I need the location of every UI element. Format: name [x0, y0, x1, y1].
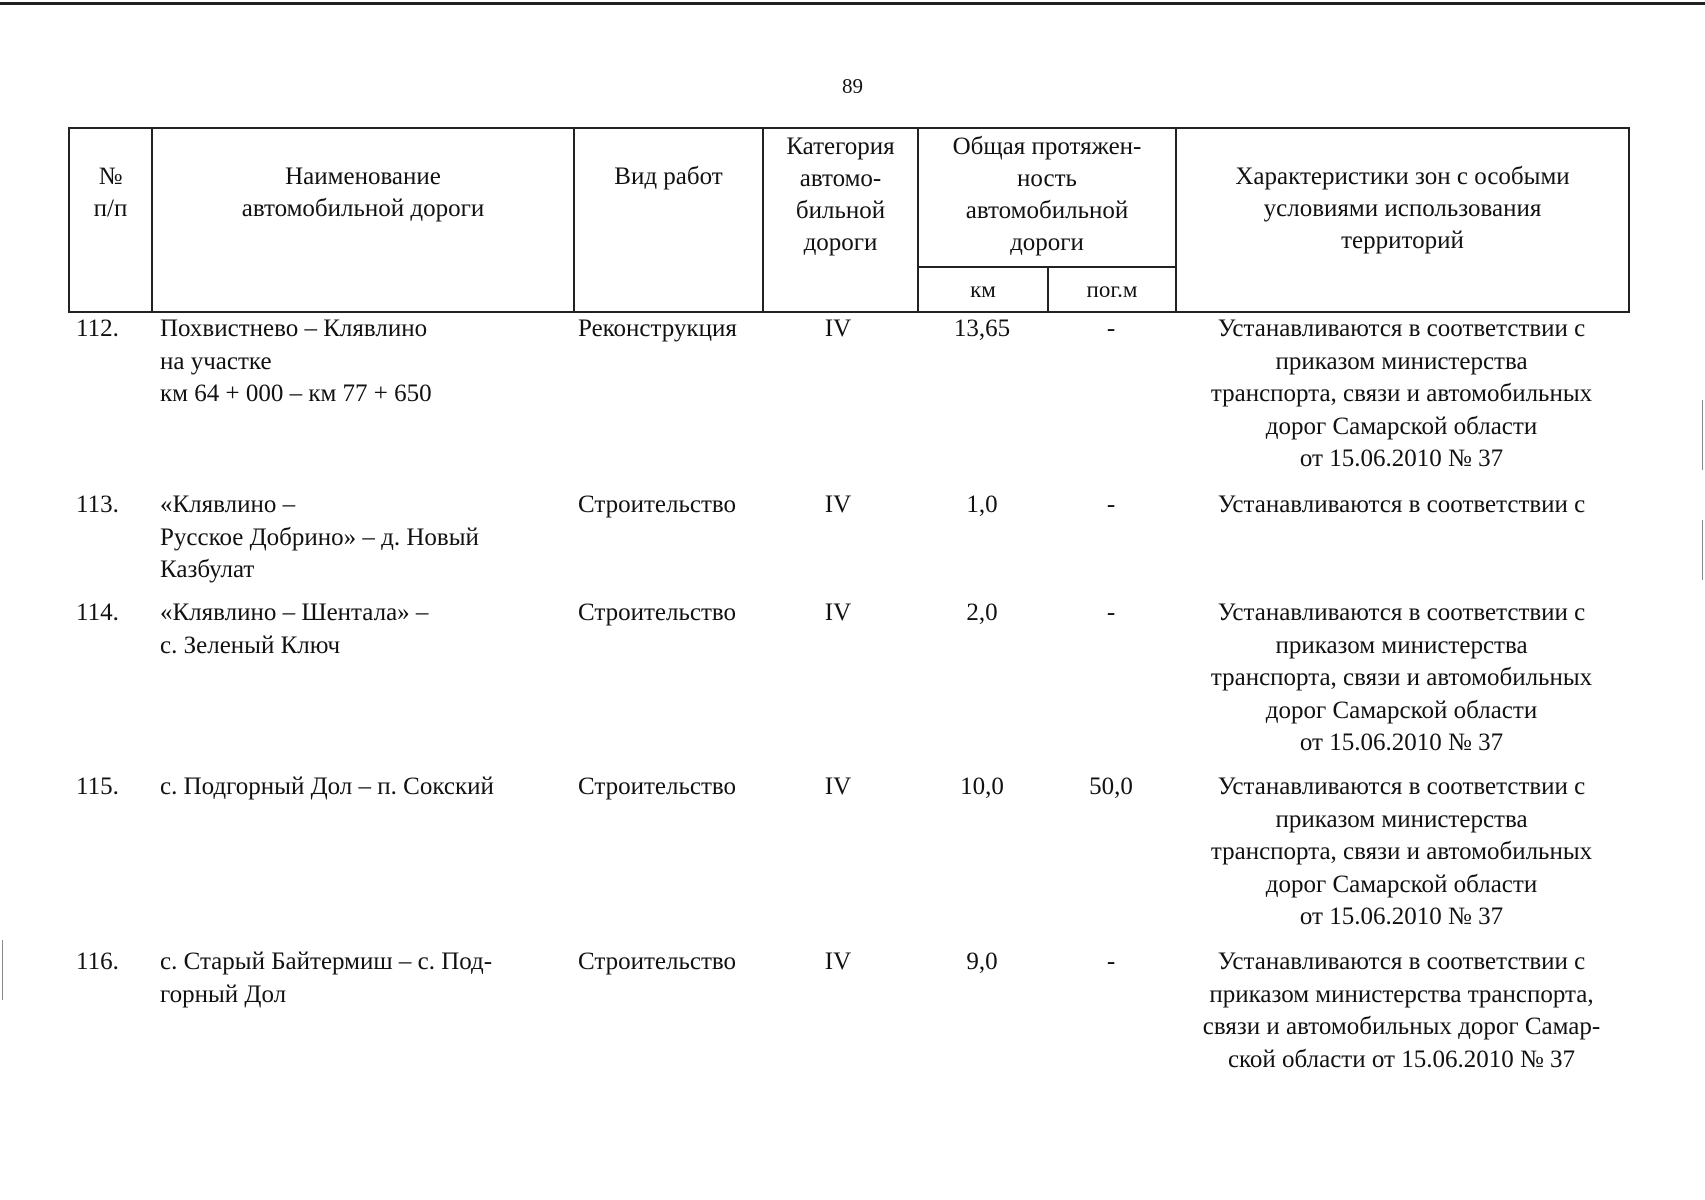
- length-pm: -: [1106, 599, 1116, 626]
- road-name: «Клявлино – Русское Добрино» – д. Новый Казбулат: [160, 491, 479, 583]
- length-pm: 50,0: [1089, 773, 1133, 800]
- header-num: № п/п: [69, 128, 152, 312]
- length-km: 13,65: [953, 315, 1011, 342]
- zone-characteristics: Устанавливаются в соответствии с приказом министерства транспорта, связи и автомобильных дорог Самарской области от 15.06.2010 № 37: [1210, 599, 1593, 756]
- work-type: Строительство: [578, 599, 737, 626]
- work-type: Строительство: [578, 491, 737, 518]
- zone-characteristics: Устанавливаются в соответствии с приказом министерства транспорта, связи и автомобильных дорог Самар- ской области от 15.06.2010 № 37: [1202, 948, 1601, 1073]
- header-work-type: Вид работ: [574, 128, 763, 312]
- scan-margin-mark: [1702, 400, 1703, 470]
- header-zone-characteristics: Характеристики зон с особыми условиями использования территорий: [1176, 128, 1629, 312]
- road-name: «Клявлино – Шентала» – с. Зеленый Ключ: [160, 599, 429, 659]
- road-category: IV: [824, 599, 852, 626]
- road-name: с. Старый Байтермиш – с. Под- горный Дол: [160, 948, 493, 1008]
- road-category: IV: [824, 491, 852, 518]
- zone-characteristics: Устанавливаются в соответствии с: [1217, 491, 1586, 518]
- zone-characteristics: Устанавливаются в соответствии с приказом министерства транспорта, связи и автомобильных дорог Самарской области от 15.06.2010 № 37: [1210, 773, 1593, 930]
- row-number: 112.: [76, 315, 119, 342]
- length-pm: -: [1106, 315, 1116, 342]
- header-linear-meters: пог.м: [1048, 267, 1176, 312]
- header-km: км: [918, 267, 1048, 312]
- road-category: IV: [824, 948, 852, 975]
- road-category: IV: [824, 315, 852, 342]
- length-km: 10,0: [960, 773, 1004, 800]
- table-header: [68, 127, 1630, 313]
- row-number: 114.: [76, 599, 119, 626]
- header-total-length: Общая протяжен- ность автомобильной дороги: [918, 128, 1176, 267]
- header-category: Категория автомо- бильной дороги: [763, 128, 918, 312]
- zone-characteristics: Устанавливаются в соответствии с приказом министерства транспорта, связи и автомобильных дорог Самарской области от 15.06.2010 № 37: [1210, 315, 1593, 472]
- header-road-name: Наименование автомобильной дороги: [152, 128, 574, 312]
- page-number: 89: [842, 74, 863, 98]
- row-number: 113.: [76, 491, 119, 518]
- length-km: 2,0: [966, 599, 998, 626]
- work-type: Строительство: [578, 948, 737, 975]
- length-km: 1,0: [966, 491, 998, 518]
- road-category: IV: [824, 773, 852, 800]
- road-name: Похвистнево – Клявлино на участке км 64 + 000 – км 77 + 650: [160, 315, 432, 407]
- scan-margin-mark: [1702, 520, 1703, 580]
- length-pm: -: [1106, 948, 1116, 975]
- scan-edge-line: [0, 2, 1705, 5]
- road-name: с. Подгорный Дол – п. Сокский: [160, 773, 494, 800]
- length-pm: -: [1106, 491, 1116, 518]
- work-type: Реконструкция: [578, 315, 737, 342]
- scan-margin-mark: [2, 940, 3, 1000]
- row-number: 116.: [76, 948, 119, 975]
- row-number: 115.: [76, 773, 119, 800]
- work-type: Строительство: [578, 773, 737, 800]
- length-km: 9,0: [966, 948, 998, 975]
